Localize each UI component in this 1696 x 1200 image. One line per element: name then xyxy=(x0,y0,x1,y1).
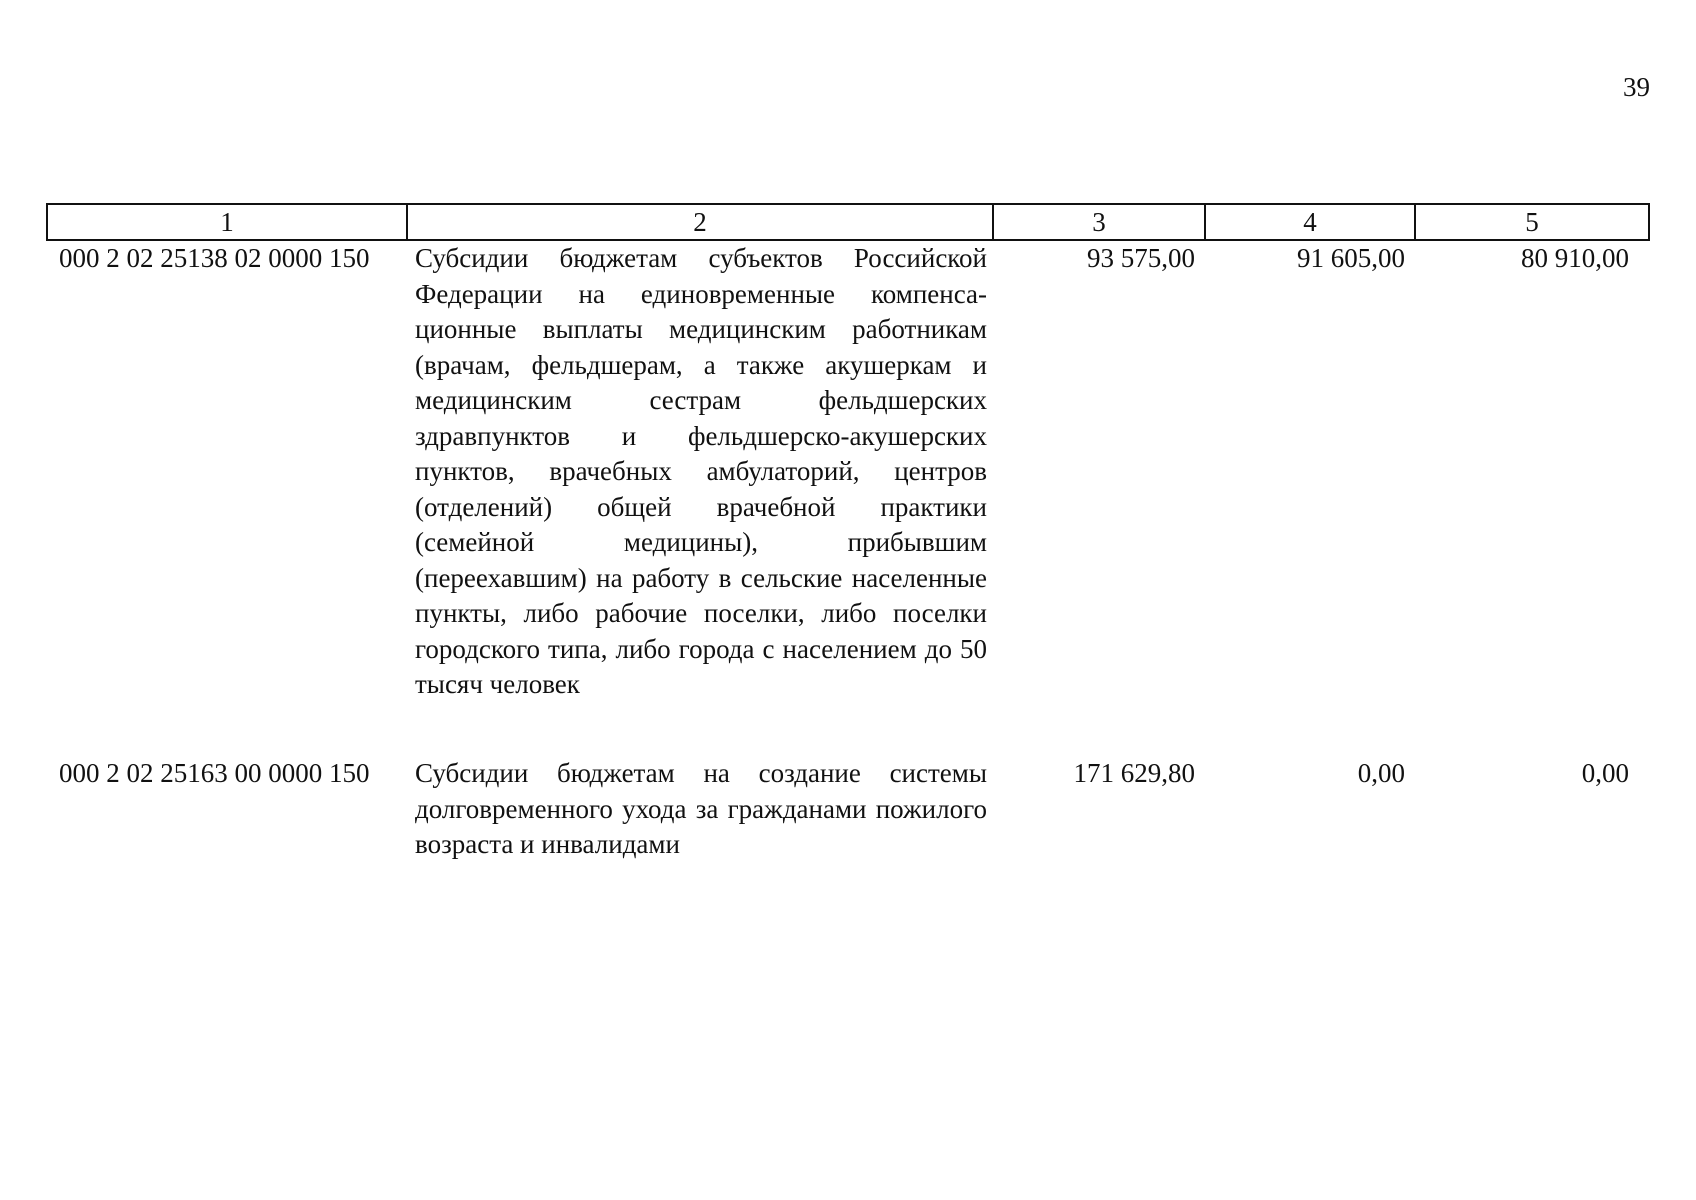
header-cell-3: 3 xyxy=(993,204,1205,240)
amount-col-4: 0,00 xyxy=(1357,758,1405,788)
header-cell-2: 2 xyxy=(407,204,993,240)
amount-col-4: 91 605,00 xyxy=(1297,243,1405,273)
table-row xyxy=(47,240,1649,756)
table-row xyxy=(47,756,1649,863)
header-cell-5: 5 xyxy=(1415,204,1649,240)
amount-col-3: 93 575,00 xyxy=(1087,243,1195,273)
header-cell-4: 4 xyxy=(1205,204,1415,240)
row-description: Субсидии бюджетам субъектов Российской Федерации на единовременные компенса-ционные выплаты медицинским работникам (врачам, фельдшерам, а также акушеркам и медицинским сестрам фельдшерских здравпунктов и фельдшерско-акушерских пунктов, врачебных амбулаторий, центров (отделений) общей врачебной практики (семейной медицины), прибывшим (переехавшим) на работу в сельские населенные пункты, либо рабочие поселки, либо поселки городского типа, либо города с населением до 50 тысяч человек xyxy=(415,243,987,699)
amount-col-5: 0,00 xyxy=(1581,758,1629,788)
budget-code: 000 2 02 25163 00 0000 150 xyxy=(59,758,370,788)
table-body xyxy=(47,240,1649,863)
header-row xyxy=(47,204,1649,240)
table-header xyxy=(47,204,1649,240)
amount-col-5: 80 910,00 xyxy=(1521,243,1629,273)
amount-col-3: 171 629,80 xyxy=(1073,758,1195,788)
page-number: 39 xyxy=(1623,72,1650,102)
header-cell-1: 1 xyxy=(47,204,407,240)
budget-table xyxy=(46,203,1650,863)
row-description: Субсидии бюджетам на создание системы долговременного ухода за гражданами пожилого возраста и инвалидами xyxy=(415,758,987,859)
budget-code: 000 2 02 25138 02 0000 150 xyxy=(59,243,370,273)
